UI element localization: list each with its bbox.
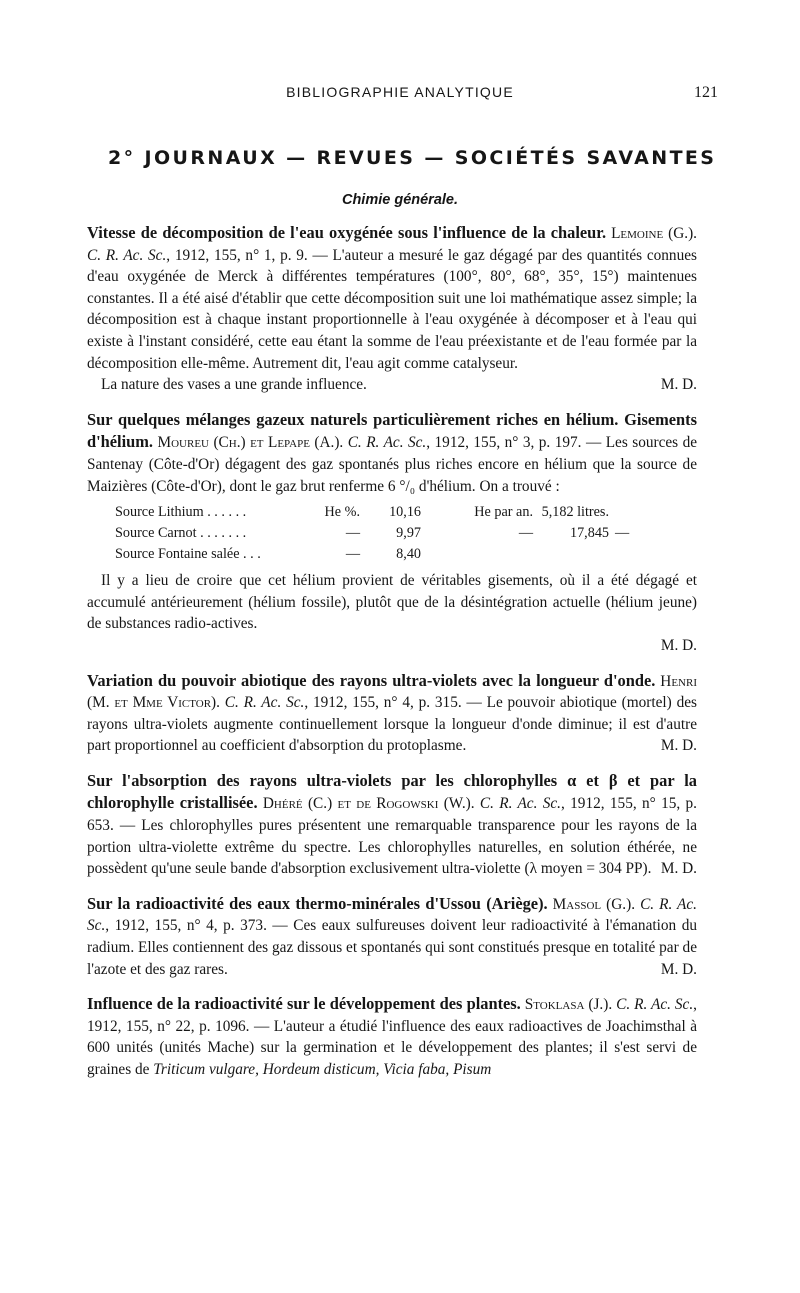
- table-cell-tail: [615, 544, 655, 565]
- table-cell-source: Source Fontaine salée . . .: [115, 546, 261, 563]
- table-cell-unit: [443, 544, 539, 565]
- entry-signature: M. D.: [660, 860, 697, 878]
- entry-signature: M. D.: [660, 960, 697, 978]
- entry-citation: , 1912, 155, n° 4, p. 315.: [304, 694, 462, 712]
- table-cell-unit: —: [345, 546, 360, 563]
- table-row: [115, 523, 655, 544]
- table-cell-value: 9,97: [396, 525, 421, 542]
- entry-journal: C. R. Ac. Sc.: [87, 895, 697, 935]
- entry-6: [87, 993, 697, 1080]
- entry-body: — Ces eaux sulfureuses doivent leur radioactivité à l'émanation du radium. Elles contiennent des gaz dissous et spontanés qui sont constitués presque en totalité par de l'azote et des gaz rares.: [87, 917, 697, 978]
- entry-title: Vitesse de décomposition de l'eau oxygénée sous l'influence de la chaleur.: [87, 223, 607, 242]
- entry-5: [87, 893, 697, 980]
- table-row: [115, 544, 655, 565]
- entry-journal: C. R. Ac. Sc.: [479, 795, 562, 813]
- entry-authors: Henri (M. et Mme Victor).: [87, 672, 697, 712]
- entry-3: [87, 670, 697, 757]
- entry-1: [87, 222, 697, 396]
- table-cell-source: Source Carnot . . . . . . .: [115, 525, 247, 542]
- entry-paragraph: [87, 670, 697, 757]
- entry-citation: , 1912, 155, n° 22, p. 1096.: [87, 996, 697, 1035]
- table-cell-value: 8,40: [396, 546, 421, 563]
- helium-table: [115, 502, 655, 565]
- entry-authors: Lemoine (G.).: [611, 225, 697, 242]
- entry-journal: C. R. Ac. Sc.: [224, 694, 305, 712]
- entry-title: Sur l'absorption des rayons ultra-violets par les chlorophylles α et β et par la chlorophylle cristallisée.: [87, 770, 697, 813]
- table-cell-unit: —: [345, 525, 360, 542]
- entry-species: Triticum vulgare, Hordeum disticum, Vicia faba, Pisum: [153, 1061, 492, 1078]
- table-row: [115, 502, 655, 523]
- table-cell-value: 10,16: [389, 504, 421, 521]
- entry-authors: Massol (G.).: [552, 895, 636, 913]
- table-cell-value: 5,182 litres.: [541, 504, 609, 521]
- entry-title: Influence de la radioactivité sur le développement des plantes.: [87, 994, 521, 1014]
- entry-body: — L'auteur a mesuré le gaz dégagé par des quantités connues d'eau oxygénée de Merck à différentes températures (100°, 80°, 68°, 35°, 15°) maintenues constantes. Il a été aisé d'établir que cette décomposition suit une loi mathématique assez simple; la décomposition est à chaque instant proportionnelle à l'eau oxygénée à décomposer et à l'eau qui existe à l'instant considéré, cette eau étant la somme de l'eau préexistante et de l'eau formée par la décomposition elle-même. Autrement dit, l'eau agit comme catalyseur.: [87, 246, 697, 372]
- entry-signature: M. D.: [660, 376, 697, 394]
- page-number: 121: [694, 84, 718, 101]
- entry-4: [87, 770, 697, 880]
- entry-body: — Le pouvoir abiotique (mortel) des rayons ultra-violets augmente continuellement lorsque la longueur d'onde diminue; il est d'autre part proportionnel au coefficient d'absorption du protoplasme.: [87, 694, 697, 755]
- entry-paragraph-2: Il y a lieu de croire que cet hélium provient de véritables gisements, où il a été dégagé et accumulé antérieurement (hélium fossile), plutôt que de la désintégration actuelle (hélium jeune) de substances radio-actives.: [87, 572, 697, 633]
- entry-authors: Moureu (Ch.) et Lepape (A.).: [157, 434, 344, 452]
- entry-journal: C. R. Ac. Sc.: [616, 996, 694, 1014]
- entry-journal: C. R. Ac. Sc.: [347, 434, 427, 452]
- table-cell-source: Source Lithium . . . . . .: [115, 504, 247, 521]
- table-cell-value: [539, 544, 615, 565]
- entry-body-2: La nature des vases a une grande influence.: [101, 376, 367, 394]
- entry-authors: Dhéré (C.) et de Rogowski (W.).: [262, 795, 475, 813]
- table-cell-tail: [615, 502, 655, 523]
- section-heading: 2° JOURNAUX — REVUES — SOCIÉTÉS SAVANTES: [108, 147, 717, 169]
- entry-title: Sur la radioactivité des eaux thermo-minérales d'Ussou (Ariège).: [87, 893, 548, 913]
- entry-journal: C. R. Ac. Sc.: [87, 246, 167, 264]
- entry-paragraph-2: [87, 374, 697, 396]
- running-header: [0, 84, 800, 108]
- entry-paragraph: [87, 222, 697, 374]
- article-content: [87, 222, 697, 1094]
- entry-body: — Les sources de Santenay (Côte-d'Or) dégagent des gaz spontanés plus riches encore en hélium que la source de Maizières (Côte-d'Or), dont le gaz brut renferme 6 °/₀ d'hélium. On a trouvé :: [87, 434, 698, 495]
- entry-paragraph: [87, 993, 697, 1080]
- table-cell-unit: He %.: [324, 504, 360, 521]
- entry-citation: , 1912, 155, n° 15, p. 653.: [87, 795, 697, 835]
- running-title: BIBLIOGRAPHIE ANALYTIQUE: [286, 84, 514, 100]
- entry-2: [87, 409, 697, 657]
- table-cell-unit: He par an.: [474, 504, 533, 521]
- entry-paragraph: [87, 770, 697, 880]
- entry-paragraph: [87, 893, 697, 980]
- table-cell-tail: —: [615, 525, 630, 542]
- subsection-heading: Chimie générale.: [341, 192, 459, 208]
- entry-body: — L'auteur a étudié l'influence des eaux radioactives de Joachimsthal à 600 unités (unités Mache) sur la germination et le développement des plantes; il s'est servi de graines de: [87, 1017, 698, 1078]
- entry-authors: Stoklasa (J.).: [524, 996, 613, 1014]
- entry-title: Variation du pouvoir abiotique des rayons ultra-violets avec la longueur d'onde.: [87, 670, 656, 690]
- table-cell-unit: —: [518, 525, 533, 542]
- entry-signature: M. D.: [660, 636, 697, 654]
- entry-citation: , 1912, 155, n° 1, p. 9.: [166, 246, 308, 264]
- table-cell-value: 17,845: [569, 525, 609, 542]
- entry-title: Sur quelques mélanges gazeux naturels particulièrement riches en hélium. Gisements d'hélium.: [87, 409, 697, 452]
- entry-citation: , 1912, 155, n° 3, p. 197.: [426, 434, 582, 452]
- entry-paragraph: [87, 409, 697, 497]
- entry-signature: M. D.: [660, 737, 697, 755]
- entry-citation: , 1912, 155, n° 4, p. 373.: [105, 917, 267, 935]
- entry-body: — Les chlorophylles pures présentent une remarquable transparence pour les rayons de la portion ultra-violette extrême du spectre. Les chlorophylles naturelles, en solution éthérée, ne possèdent qu'une seule bande d'absorption exclusivement ultra-violette (λ moyen = 304 PP).: [87, 817, 697, 878]
